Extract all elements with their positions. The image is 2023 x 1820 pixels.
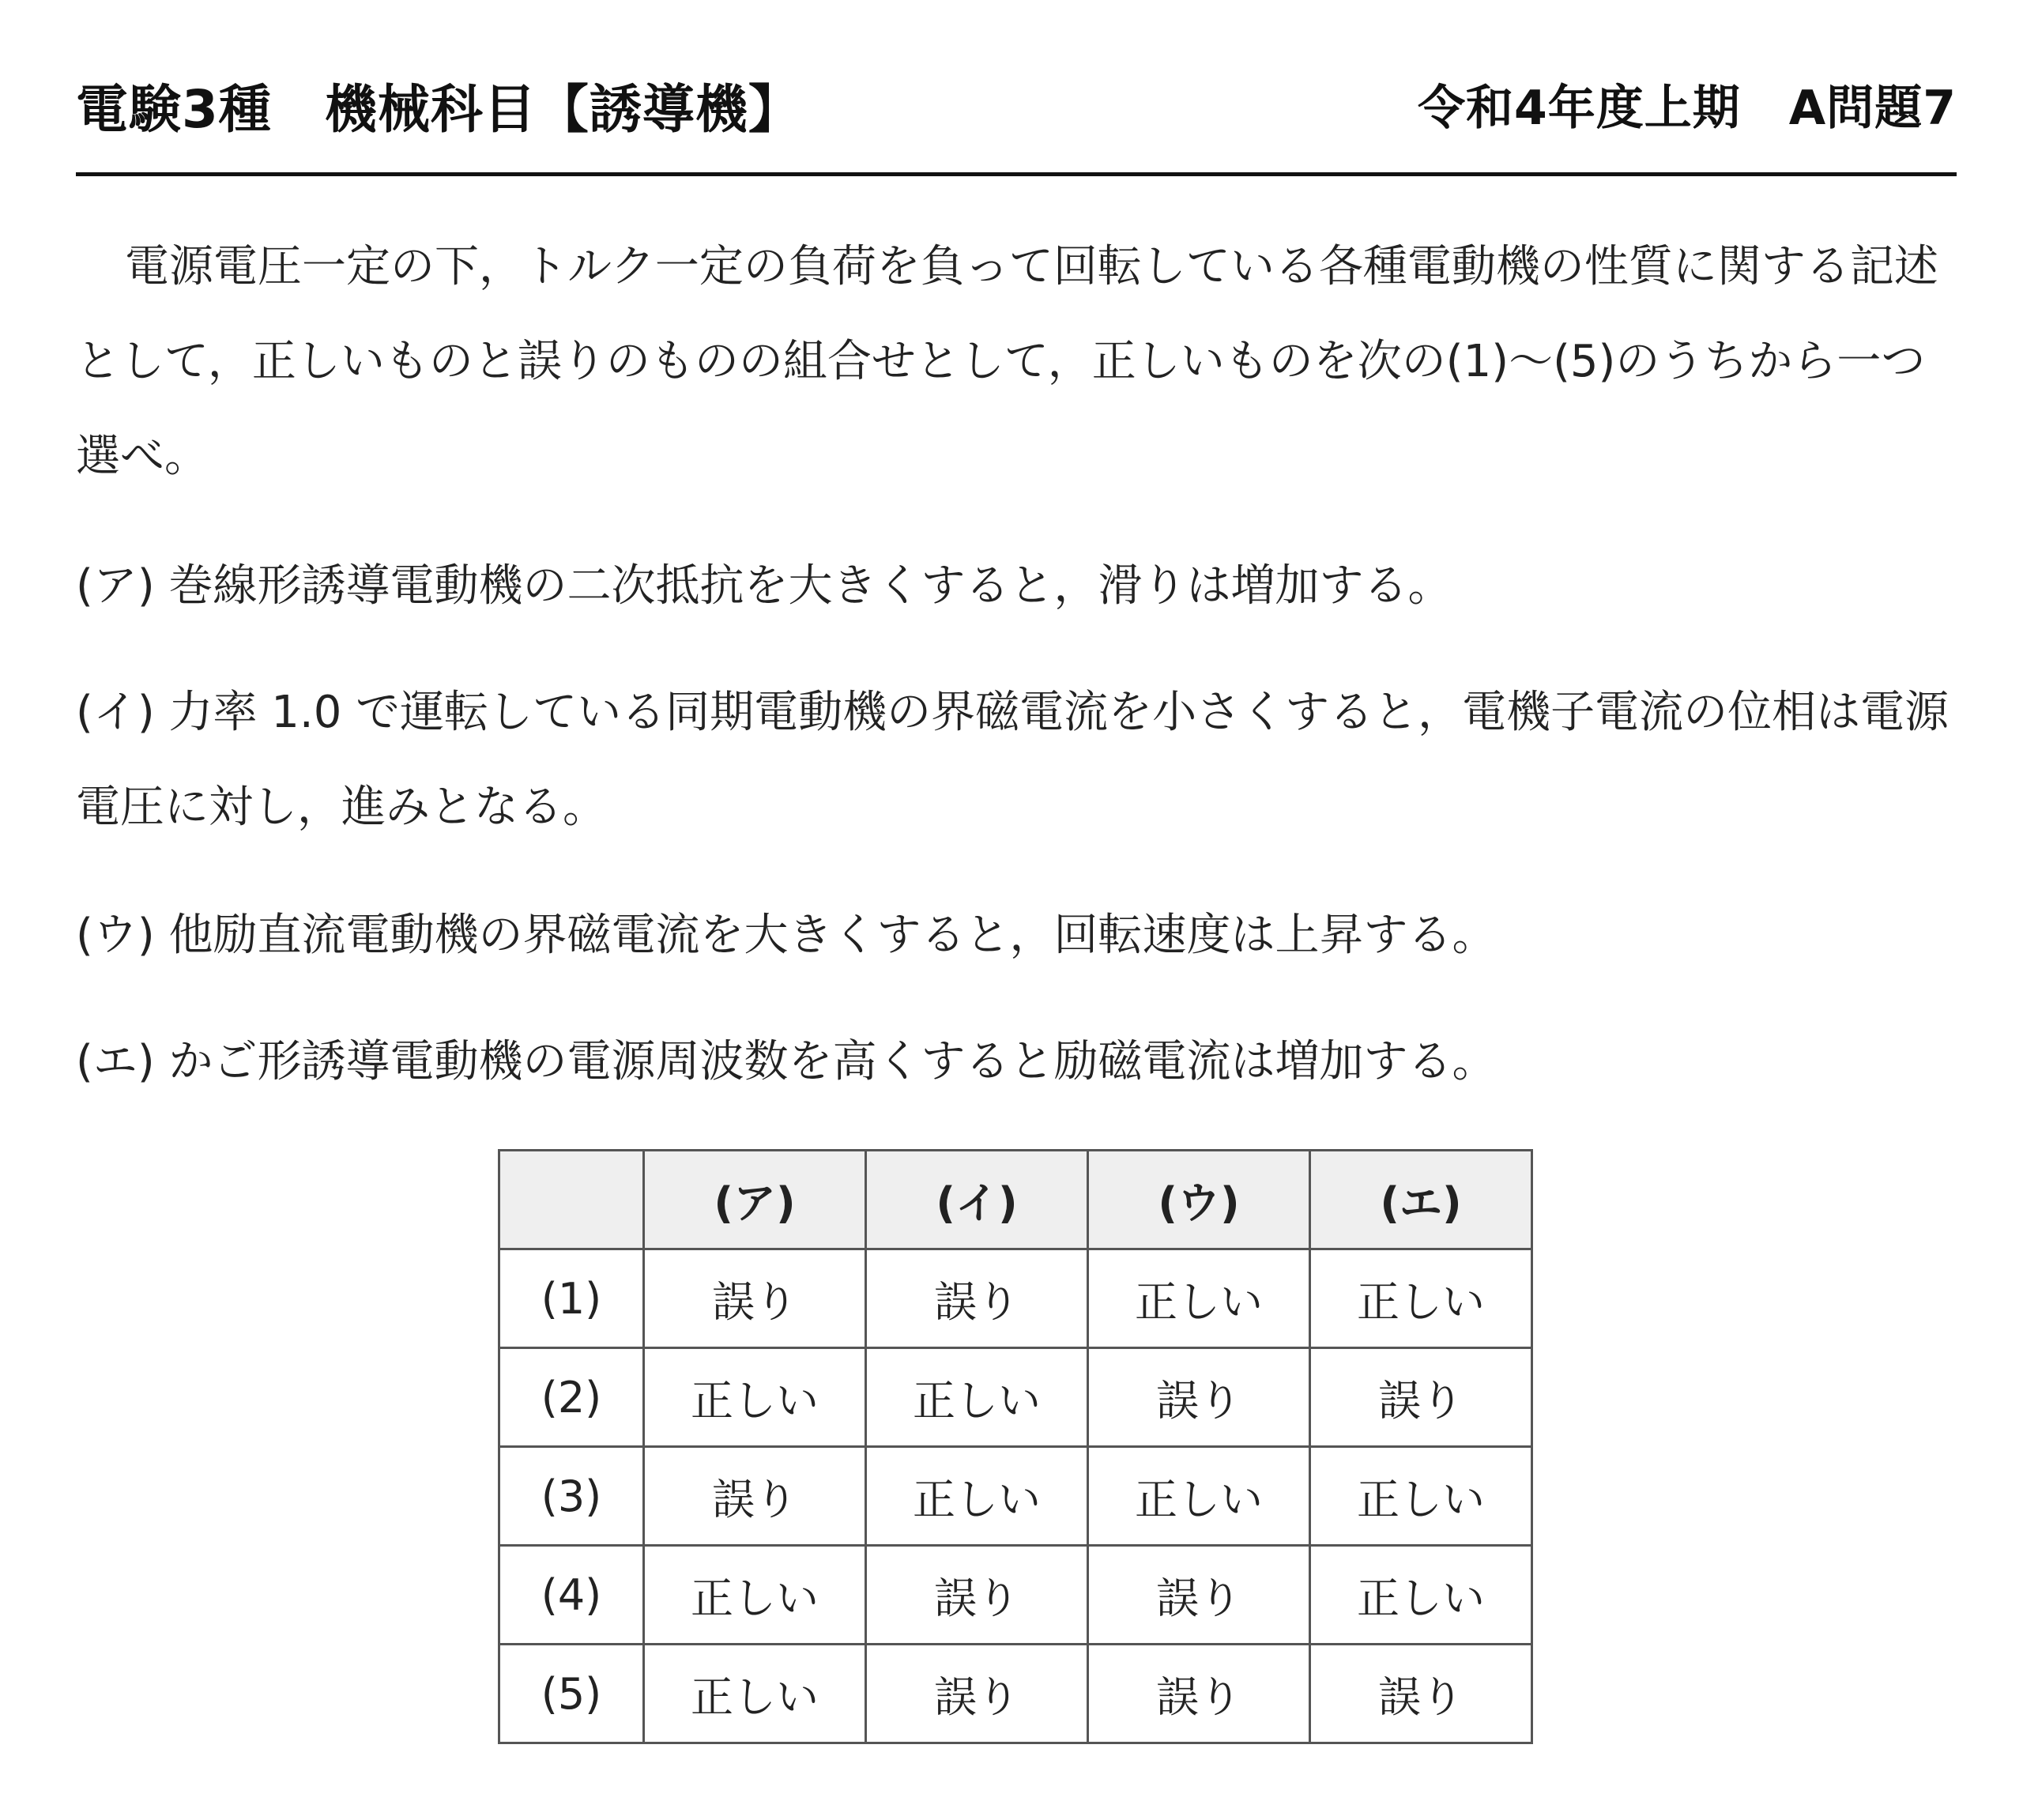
table-cell: 誤り <box>1088 1546 1310 1645</box>
table-cell: 正しい <box>866 1348 1088 1447</box>
table-header-e: (エ) <box>1310 1151 1532 1249</box>
table-cell: 正しい <box>1088 1249 1310 1348</box>
statement-u: (ウ) 他励直流電動機の界磁電流を大きくすると，回転速度は上昇する。 <box>76 910 1497 961</box>
table-header-a: (ア) <box>644 1151 866 1249</box>
answer-table <box>498 1149 1533 1744</box>
table-cell: 誤り <box>644 1447 866 1546</box>
table-cell: 誤り <box>866 1249 1088 1348</box>
table-cell: 正しい <box>866 1447 1088 1546</box>
table-cell: 正しい <box>1310 1447 1532 1546</box>
statement-e: (エ) かご形誘導電動機の電源周波数を高くすると励磁電流は増加する。 <box>76 1036 1497 1087</box>
document-page <box>76 0 1957 1820</box>
page-header <box>76 57 1957 152</box>
table-cell: 誤り <box>644 1249 866 1348</box>
table-cell: 正しい <box>1310 1249 1532 1348</box>
table-row <box>499 1348 1532 1447</box>
statement-a: (ア) 巻線形誘導電動機の二次抵抗を大きくすると，滑りは増加する。 <box>76 560 1452 612</box>
statement-i: (イ) 力率 1.0 で運転している同期電動機の界磁電流を小さくすると，電機子電流の位相は電源電圧に対し，進みとなる。 <box>76 687 1950 833</box>
table-row <box>499 1447 1532 1546</box>
table-header-i: (イ) <box>866 1151 1088 1249</box>
table-cell: 誤り <box>1310 1645 1532 1743</box>
table-cell: 誤り <box>866 1546 1088 1645</box>
table-row <box>499 1249 1532 1348</box>
table-row <box>499 1645 1532 1743</box>
exam-reference: 令和4年度上期 A問題7 <box>1418 81 1957 136</box>
table-cell: 正しい <box>644 1348 866 1447</box>
header-divider <box>76 172 1957 176</box>
table-header-row <box>499 1151 1532 1249</box>
table-cell: 誤り <box>866 1645 1088 1743</box>
table-cell: 正しい <box>1310 1546 1532 1645</box>
question-intro: 電源電圧一定の下，トルク一定の負荷を負って回転している各種電動機の性質に関する記述として，正しいものと誤りのものの組合せとして，正しいものを次の(1)～(5)のうちから一つ選べ。 <box>76 241 1938 482</box>
table-row <box>499 1546 1532 1645</box>
table-cell: 正しい <box>644 1546 866 1645</box>
table-cell: 誤り <box>1088 1645 1310 1743</box>
table-corner-cell <box>499 1151 644 1249</box>
row-label: (3) <box>499 1447 644 1546</box>
row-label: (2) <box>499 1348 644 1447</box>
row-label: (5) <box>499 1645 644 1743</box>
row-label: (1) <box>499 1249 644 1348</box>
table-cell: 正しい <box>644 1645 866 1743</box>
table-header-u: (ウ) <box>1088 1151 1310 1249</box>
table-cell: 正しい <box>1088 1447 1310 1546</box>
row-label: (4) <box>499 1546 644 1645</box>
table-cell: 誤り <box>1088 1348 1310 1447</box>
page-title: 電験3種 機械科目【誘導機】 <box>76 78 801 140</box>
table-cell: 誤り <box>1310 1348 1532 1447</box>
